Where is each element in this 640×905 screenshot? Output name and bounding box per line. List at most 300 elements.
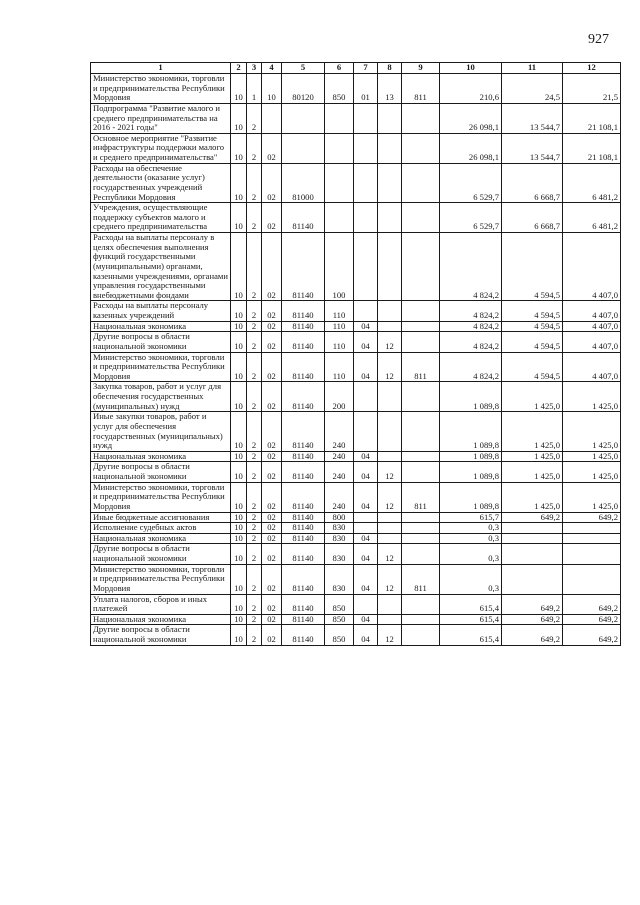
- code-cell: 240: [325, 462, 354, 482]
- amount-cell: 615,4: [440, 625, 502, 645]
- table-row: [91, 594, 621, 614]
- amount-cell: 26 098,1: [440, 133, 502, 163]
- amount-cell: [502, 533, 563, 544]
- code-cell: [402, 382, 440, 412]
- amount-cell: 0,3: [440, 533, 502, 544]
- amount-cell: [502, 544, 563, 564]
- code-cell: [402, 233, 440, 301]
- code-cell: [402, 103, 440, 133]
- code-cell: 04: [354, 564, 378, 594]
- amount-cell: [502, 523, 563, 534]
- code-cell: 81140: [282, 412, 325, 452]
- code-cell: 13: [378, 74, 402, 104]
- table-row: [91, 564, 621, 594]
- amount-cell: 1 425,0: [563, 451, 621, 462]
- budget-table: [90, 62, 621, 646]
- code-cell: 81140: [282, 614, 325, 625]
- code-cell: [354, 412, 378, 452]
- code-cell: [378, 203, 402, 233]
- amount-cell: 4 594,5: [502, 352, 563, 382]
- code-cell: 81140: [282, 512, 325, 523]
- code-cell: 811: [402, 482, 440, 512]
- row-name-cell: Национальная экономика: [91, 321, 231, 332]
- code-cell: 12: [378, 332, 402, 352]
- code-cell: 850: [325, 74, 354, 104]
- code-cell: [402, 462, 440, 482]
- page-number: 927: [588, 32, 609, 47]
- code-cell: [402, 544, 440, 564]
- code-cell: [354, 523, 378, 534]
- amount-cell: 6 481,2: [563, 163, 621, 203]
- code-cell: 2: [247, 564, 262, 594]
- code-cell: 2: [247, 163, 262, 203]
- code-cell: 2: [247, 614, 262, 625]
- table-row: [91, 523, 621, 534]
- table-body: [91, 74, 621, 646]
- amount-cell: 615,4: [440, 594, 502, 614]
- code-cell: 04: [354, 352, 378, 382]
- amount-cell: 4 594,5: [502, 332, 563, 352]
- code-cell: 10: [231, 352, 247, 382]
- code-cell: 81140: [282, 544, 325, 564]
- amount-cell: 1 089,8: [440, 451, 502, 462]
- amount-cell: 21 108,1: [563, 103, 621, 133]
- table-row: [91, 332, 621, 352]
- amount-cell: 4 407,0: [563, 352, 621, 382]
- amount-cell: 13 544,7: [502, 103, 563, 133]
- code-cell: 02: [262, 462, 282, 482]
- code-cell: 830: [325, 544, 354, 564]
- code-cell: 80120: [282, 74, 325, 104]
- amount-cell: [502, 564, 563, 594]
- code-cell: 10: [231, 301, 247, 321]
- code-cell: 02: [262, 533, 282, 544]
- table-row: [91, 625, 621, 645]
- code-cell: 100: [325, 233, 354, 301]
- table-row: [91, 133, 621, 163]
- code-cell: 2: [247, 382, 262, 412]
- code-cell: 110: [325, 332, 354, 352]
- code-cell: [354, 512, 378, 523]
- amount-cell: 1 425,0: [563, 412, 621, 452]
- code-cell: 04: [354, 321, 378, 332]
- code-cell: [402, 133, 440, 163]
- code-cell: 110: [325, 352, 354, 382]
- row-name-cell: Министерство экономики, торговли и предпринимательства Республики Мордовия: [91, 482, 231, 512]
- code-cell: 10: [231, 512, 247, 523]
- code-cell: 02: [262, 163, 282, 203]
- row-name-cell: Национальная экономика: [91, 614, 231, 625]
- column-header: 2: [231, 63, 247, 74]
- amount-cell: 649,2: [563, 625, 621, 645]
- code-cell: 2: [247, 103, 262, 133]
- code-cell: [354, 382, 378, 412]
- amount-cell: 1 089,8: [440, 412, 502, 452]
- amount-cell: 4 824,2: [440, 352, 502, 382]
- code-cell: [378, 614, 402, 625]
- code-cell: 12: [378, 625, 402, 645]
- code-cell: 811: [402, 564, 440, 594]
- amount-cell: 4 824,2: [440, 321, 502, 332]
- table-row: [91, 482, 621, 512]
- code-cell: [402, 163, 440, 203]
- code-cell: [402, 625, 440, 645]
- code-cell: 10: [231, 482, 247, 512]
- code-cell: 10: [231, 523, 247, 534]
- code-cell: [325, 133, 354, 163]
- code-cell: 10: [231, 412, 247, 452]
- code-cell: [325, 163, 354, 203]
- code-cell: 200: [325, 382, 354, 412]
- amount-cell: [563, 544, 621, 564]
- amount-cell: 4 824,2: [440, 332, 502, 352]
- code-cell: 81140: [282, 625, 325, 645]
- code-cell: 110: [325, 321, 354, 332]
- row-name-cell: Расходы на обеспечение деятельности (оказание услуг) государственных учреждений Республики Мордовия: [91, 163, 231, 203]
- code-cell: 10: [231, 564, 247, 594]
- code-cell: 12: [378, 462, 402, 482]
- column-header: 8: [378, 63, 402, 74]
- code-cell: 10: [231, 133, 247, 163]
- amount-cell: 6 529,7: [440, 163, 502, 203]
- code-cell: [402, 301, 440, 321]
- code-cell: [378, 382, 402, 412]
- table-row: [91, 103, 621, 133]
- row-name-cell: Уплата налогов, сборов и иных платежей: [91, 594, 231, 614]
- code-cell: 04: [354, 482, 378, 512]
- amount-cell: 6 668,7: [502, 163, 563, 203]
- code-cell: [402, 523, 440, 534]
- code-cell: [354, 301, 378, 321]
- code-cell: 240: [325, 451, 354, 462]
- column-header: 6: [325, 63, 354, 74]
- code-cell: 2: [247, 625, 262, 645]
- amount-cell: 21 108,1: [563, 133, 621, 163]
- code-cell: 2: [247, 412, 262, 452]
- code-cell: 110: [325, 301, 354, 321]
- code-cell: [325, 103, 354, 133]
- code-cell: 2: [247, 451, 262, 462]
- code-cell: 2: [247, 533, 262, 544]
- amount-cell: 24,5: [502, 74, 563, 104]
- code-cell: 240: [325, 482, 354, 512]
- amount-cell: 4 407,0: [563, 233, 621, 301]
- amount-cell: 1 425,0: [502, 482, 563, 512]
- code-cell: 01: [354, 74, 378, 104]
- row-name-cell: Иные закупки товаров, работ и услуг для обеспечения государственных (муниципальных) нужд: [91, 412, 231, 452]
- code-cell: 81140: [282, 203, 325, 233]
- code-cell: 811: [402, 74, 440, 104]
- row-name-cell: Исполнение судебных актов: [91, 523, 231, 534]
- amount-cell: 13 544,7: [502, 133, 563, 163]
- code-cell: 12: [378, 564, 402, 594]
- code-cell: 81140: [282, 594, 325, 614]
- column-header: 11: [502, 63, 563, 74]
- code-cell: [378, 163, 402, 203]
- header-row: [91, 63, 621, 74]
- code-cell: [402, 203, 440, 233]
- row-name-cell: Другие вопросы в области национальной экономики: [91, 544, 231, 564]
- code-cell: 04: [354, 544, 378, 564]
- amount-cell: 1 425,0: [502, 382, 563, 412]
- code-cell: 02: [262, 133, 282, 163]
- amount-cell: 649,2: [563, 614, 621, 625]
- code-cell: 04: [354, 462, 378, 482]
- amount-cell: 1 089,8: [440, 482, 502, 512]
- row-name-cell: Расходы на выплаты персоналу казенных учреждений: [91, 301, 231, 321]
- column-header: 1: [91, 63, 231, 74]
- code-cell: 2: [247, 332, 262, 352]
- code-cell: 81140: [282, 533, 325, 544]
- table-row: [91, 321, 621, 332]
- row-name-cell: Министерство экономики, торговли и предпринимательства Республики Мордовия: [91, 352, 231, 382]
- amount-cell: 0,3: [440, 523, 502, 534]
- code-cell: [378, 233, 402, 301]
- code-cell: 04: [354, 332, 378, 352]
- amount-cell: 649,2: [502, 512, 563, 523]
- amount-cell: 1 425,0: [563, 462, 621, 482]
- code-cell: [378, 523, 402, 534]
- code-cell: [378, 301, 402, 321]
- code-cell: [378, 321, 402, 332]
- code-cell: 04: [354, 614, 378, 625]
- table-row: [91, 544, 621, 564]
- code-cell: 81140: [282, 321, 325, 332]
- code-cell: 2: [247, 594, 262, 614]
- code-cell: 2: [247, 462, 262, 482]
- code-cell: 10: [231, 614, 247, 625]
- amount-cell: 6 529,7: [440, 203, 502, 233]
- code-cell: 2: [247, 203, 262, 233]
- column-header: 5: [282, 63, 325, 74]
- amount-cell: 649,2: [502, 625, 563, 645]
- code-cell: 10: [231, 451, 247, 462]
- code-cell: [402, 321, 440, 332]
- table-row: [91, 352, 621, 382]
- code-cell: 830: [325, 564, 354, 594]
- code-cell: 04: [354, 533, 378, 544]
- code-cell: 2: [247, 482, 262, 512]
- amount-cell: 1 425,0: [502, 462, 563, 482]
- code-cell: 12: [378, 352, 402, 382]
- code-cell: [354, 594, 378, 614]
- row-name-cell: Учреждения, осуществляющие поддержку субъектов малого и среднего предпринимательства: [91, 203, 231, 233]
- table-row: [91, 301, 621, 321]
- code-cell: 10: [262, 74, 282, 104]
- code-cell: 2: [247, 512, 262, 523]
- code-cell: 12: [378, 482, 402, 512]
- code-cell: 10: [231, 74, 247, 104]
- amount-cell: 1 425,0: [502, 451, 563, 462]
- amount-cell: 0,3: [440, 544, 502, 564]
- code-cell: 10: [231, 163, 247, 203]
- code-cell: 850: [325, 594, 354, 614]
- code-cell: [402, 614, 440, 625]
- code-cell: 2: [247, 321, 262, 332]
- code-cell: 10: [231, 544, 247, 564]
- code-cell: [354, 103, 378, 133]
- code-cell: 800: [325, 512, 354, 523]
- amount-cell: 0,3: [440, 564, 502, 594]
- code-cell: 811: [402, 352, 440, 382]
- code-cell: 10: [231, 594, 247, 614]
- amount-cell: 4 824,2: [440, 233, 502, 301]
- row-name-cell: Подпрограмма "Развитие малого и среднего предпринимательства на 2016 - 2021 годы": [91, 103, 231, 133]
- amount-cell: 4 824,2: [440, 301, 502, 321]
- row-name-cell: Министерство экономики, торговли и предпринимательства Республики Мордовия: [91, 74, 231, 104]
- amount-cell: 6 481,2: [563, 203, 621, 233]
- code-cell: [378, 512, 402, 523]
- table-row: [91, 462, 621, 482]
- code-cell: 2: [247, 523, 262, 534]
- table-row: [91, 163, 621, 203]
- amount-cell: 649,2: [502, 614, 563, 625]
- code-cell: [378, 133, 402, 163]
- code-cell: [354, 163, 378, 203]
- row-name-cell: Министерство экономики, торговли и предпринимательства Республики Мордовия: [91, 564, 231, 594]
- code-cell: 02: [262, 352, 282, 382]
- code-cell: 10: [231, 625, 247, 645]
- code-cell: [402, 451, 440, 462]
- amount-cell: 21,5: [563, 74, 621, 104]
- code-cell: 81140: [282, 451, 325, 462]
- code-cell: 02: [262, 203, 282, 233]
- code-cell: 2: [247, 133, 262, 163]
- code-cell: 2: [247, 301, 262, 321]
- amount-cell: 649,2: [563, 512, 621, 523]
- code-cell: [354, 233, 378, 301]
- amount-cell: 4 407,0: [563, 332, 621, 352]
- code-cell: [378, 103, 402, 133]
- amount-cell: 1 425,0: [563, 482, 621, 512]
- code-cell: 830: [325, 533, 354, 544]
- code-cell: [282, 103, 325, 133]
- table-row: [91, 533, 621, 544]
- table-row: [91, 512, 621, 523]
- amount-cell: 615,7: [440, 512, 502, 523]
- code-cell: 10: [231, 321, 247, 332]
- row-name-cell: Иные бюджетные ассигнования: [91, 512, 231, 523]
- amount-cell: 1 425,0: [563, 382, 621, 412]
- code-cell: 830: [325, 523, 354, 534]
- column-header: 7: [354, 63, 378, 74]
- table-row: [91, 412, 621, 452]
- code-cell: 2: [247, 352, 262, 382]
- code-cell: [325, 203, 354, 233]
- code-cell: 10: [231, 462, 247, 482]
- code-cell: [402, 332, 440, 352]
- code-cell: 02: [262, 321, 282, 332]
- code-cell: 02: [262, 451, 282, 462]
- code-cell: 81140: [282, 301, 325, 321]
- code-cell: 12: [378, 544, 402, 564]
- code-cell: 02: [262, 301, 282, 321]
- code-cell: 850: [325, 625, 354, 645]
- amount-cell: 4 594,5: [502, 301, 563, 321]
- code-cell: 81140: [282, 564, 325, 594]
- amount-cell: 26 098,1: [440, 103, 502, 133]
- code-cell: [402, 533, 440, 544]
- row-name-cell: Другие вопросы в области национальной экономики: [91, 625, 231, 645]
- code-cell: 02: [262, 544, 282, 564]
- code-cell: 10: [231, 233, 247, 301]
- code-cell: 02: [262, 594, 282, 614]
- code-cell: 81140: [282, 233, 325, 301]
- code-cell: 10: [231, 203, 247, 233]
- code-cell: [402, 512, 440, 523]
- table-row: [91, 451, 621, 462]
- column-header: 10: [440, 63, 502, 74]
- code-cell: 81140: [282, 523, 325, 534]
- code-cell: 81140: [282, 332, 325, 352]
- table-row: [91, 74, 621, 104]
- code-cell: [354, 203, 378, 233]
- code-cell: 02: [262, 412, 282, 452]
- code-cell: [282, 133, 325, 163]
- amount-cell: [563, 533, 621, 544]
- code-cell: 81140: [282, 482, 325, 512]
- amount-cell: 4 407,0: [563, 301, 621, 321]
- code-cell: [402, 594, 440, 614]
- amount-cell: 4 594,5: [502, 321, 563, 332]
- code-cell: [378, 451, 402, 462]
- amount-cell: 1 089,8: [440, 382, 502, 412]
- code-cell: 81140: [282, 352, 325, 382]
- row-name-cell: Национальная экономика: [91, 451, 231, 462]
- amount-cell: 649,2: [502, 594, 563, 614]
- amount-cell: 210,6: [440, 74, 502, 104]
- code-cell: 240: [325, 412, 354, 452]
- code-cell: 81140: [282, 382, 325, 412]
- column-header: 4: [262, 63, 282, 74]
- code-cell: 850: [325, 614, 354, 625]
- code-cell: [354, 133, 378, 163]
- code-cell: 02: [262, 512, 282, 523]
- amount-cell: 649,2: [563, 594, 621, 614]
- column-header: 9: [402, 63, 440, 74]
- code-cell: 02: [262, 382, 282, 412]
- code-cell: 02: [262, 564, 282, 594]
- code-cell: 02: [262, 614, 282, 625]
- code-cell: 10: [231, 103, 247, 133]
- code-cell: 10: [231, 332, 247, 352]
- code-cell: [378, 412, 402, 452]
- code-cell: 1: [247, 74, 262, 104]
- row-name-cell: Расходы на выплаты персоналу в целях обеспечения выполнения функций государственными (муниципальными) органами, казенными учреждениями, органами управления государственными внебюджетными фондами: [91, 233, 231, 301]
- code-cell: 81140: [282, 462, 325, 482]
- amount-cell: 1 425,0: [502, 412, 563, 452]
- column-header: 12: [563, 63, 621, 74]
- code-cell: [378, 594, 402, 614]
- code-cell: [402, 412, 440, 452]
- amount-cell: 615,4: [440, 614, 502, 625]
- amount-cell: 1 089,8: [440, 462, 502, 482]
- code-cell: 81000: [282, 163, 325, 203]
- code-cell: 02: [262, 625, 282, 645]
- amount-cell: 4 594,5: [502, 233, 563, 301]
- table-row: [91, 614, 621, 625]
- code-cell: [262, 103, 282, 133]
- table-row: [91, 233, 621, 301]
- code-cell: 10: [231, 382, 247, 412]
- code-cell: 04: [354, 451, 378, 462]
- code-cell: 02: [262, 523, 282, 534]
- table-row: [91, 382, 621, 412]
- row-name-cell: Другие вопросы в области национальной экономики: [91, 332, 231, 352]
- table-row: [91, 203, 621, 233]
- code-cell: 04: [354, 625, 378, 645]
- amount-cell: 6 668,7: [502, 203, 563, 233]
